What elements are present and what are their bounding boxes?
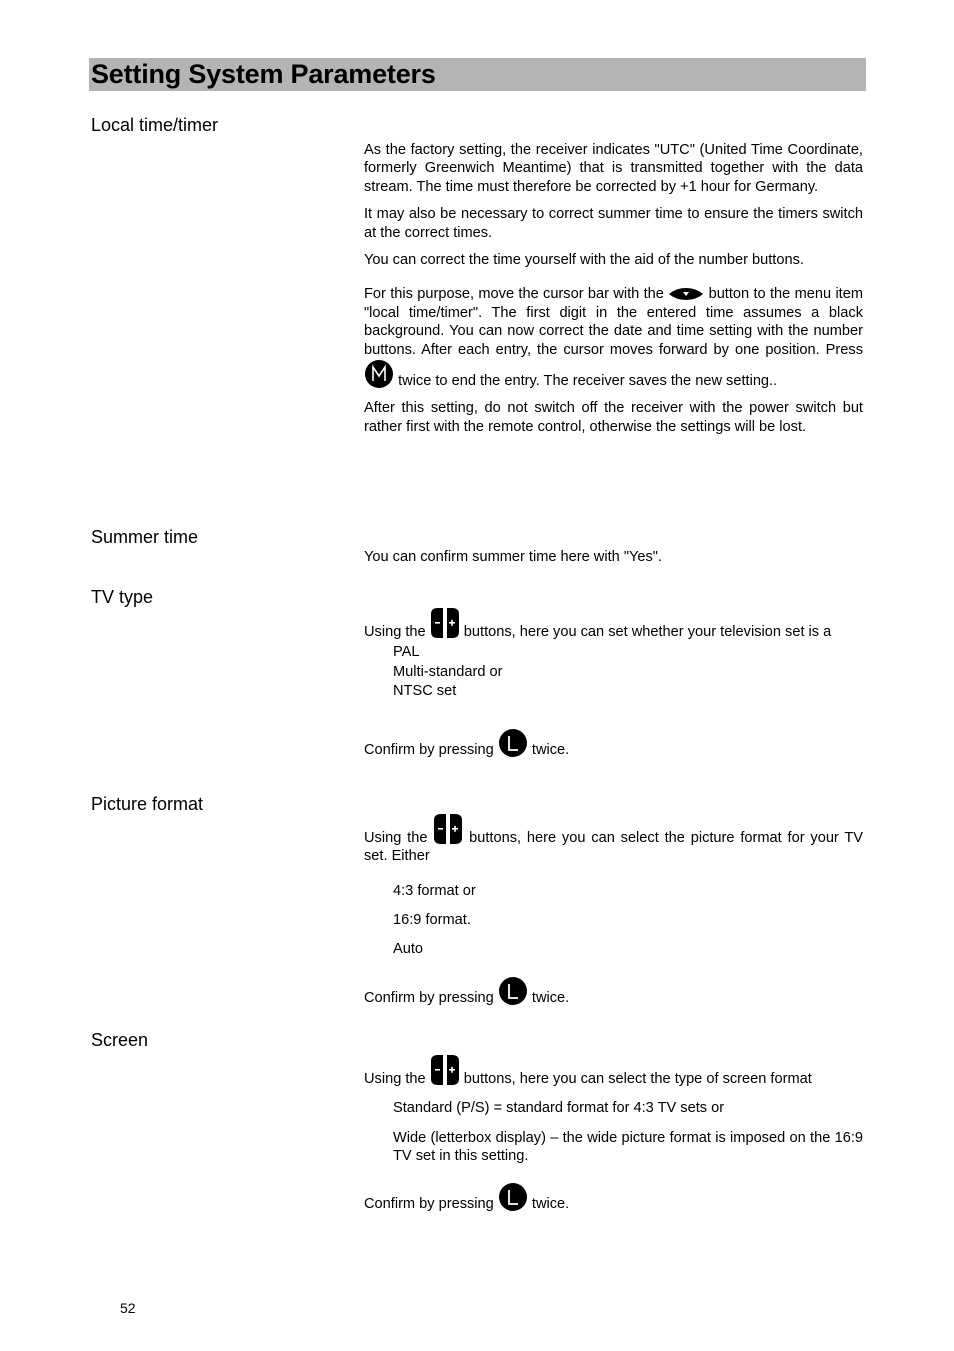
list-item: Standard (P/S) = standard format for 4:3 TV sets or [393, 1100, 725, 1117]
local-time-content [364, 141, 863, 436]
text-run: twice. [531, 989, 570, 1006]
paragraph [364, 285, 863, 390]
summer-time-content [364, 548, 863, 566]
paragraph: It may also be necessary to correct summer time to ensure the timers switch at the correct times. [364, 206, 863, 241]
title-bar [89, 58, 866, 91]
text-run: buttons, here you can select the picture format for your TV set. Either [364, 830, 864, 865]
list-item: Multi-standard or [393, 663, 503, 680]
paragraph: You can correct the time yourself with the aid of the number buttons. [364, 252, 804, 269]
tv-type-content [364, 607, 863, 759]
confirm-line [364, 976, 863, 1007]
text-run: Using the [364, 830, 428, 846]
paragraph [364, 813, 863, 866]
option-list [364, 877, 863, 964]
paragraph: As the factory setting, the receiver indicates "UTC" (United Time Coordinate, formerly Greenwich Meantime) that is transmitted together with the data stream. The time must therefore be corrected by +1 hour for Germany. [364, 142, 863, 195]
list-item: 16:9 format. [393, 911, 471, 928]
text-run: buttons, here you can select the type of screen format [463, 1071, 812, 1087]
confirm-line [364, 1182, 863, 1213]
text-run: For this purpose, move the cursor bar with the [364, 286, 664, 303]
list-item: Auto [393, 940, 424, 957]
minus-plus-button-icon [430, 607, 460, 639]
text-run: Confirm by pressing [364, 989, 494, 1006]
minus-plus-button-icon [433, 813, 463, 845]
page-title: Setting System Parameters [91, 59, 436, 89]
paragraph: After this setting, do not switch off the receiver with the power switch but rather first with the remote control, otherwise the settings will be lost. [364, 400, 863, 435]
text-run: button to the menu item "local time/timer". The first digit in the entered time assumes a black background. You can now correct the date and time setting with the number buttons. After each entry, the cursor moves forward by one position. Press [364, 286, 864, 358]
paragraph [364, 1054, 863, 1088]
text-run: Confirm by pressing [364, 741, 494, 758]
l-button-icon [498, 728, 528, 758]
screen-content [364, 1054, 863, 1213]
text-run: twice to end the entry. The receiver saves the new setting.. [398, 373, 778, 390]
text-run: Using the [364, 624, 426, 640]
section-heading-picture-format: Picture format [91, 794, 204, 814]
text-run: Confirm by pressing [364, 1195, 494, 1212]
list-item: 4:3 format or [393, 882, 476, 899]
section-heading-tv-type: TV type [91, 587, 154, 607]
text-run: twice. [531, 741, 570, 758]
confirm-line [364, 728, 863, 759]
text-run: twice. [531, 1195, 570, 1212]
section-heading-summer-time: Summer time [91, 527, 199, 547]
paragraph: You can confirm summer time here with "Yes". [364, 549, 663, 565]
up-down-arrow-button-icon [668, 287, 704, 301]
option-list [364, 643, 863, 702]
l-button-icon [498, 976, 528, 1006]
text-run: buttons, here you can set whether your television set is a [463, 624, 832, 640]
m-button-icon [364, 359, 394, 389]
section-heading-local-time: Local time/timer [91, 115, 219, 135]
list-item: NTSC set [393, 683, 457, 700]
page-number: 52 [120, 1300, 136, 1316]
text-run: Using the [364, 1071, 426, 1087]
minus-plus-button-icon [430, 1054, 460, 1086]
list-item: Wide (letterbox display) – the wide picture format is imposed on the 16:9 TV set in this setting. [393, 1129, 863, 1165]
list-item: PAL [393, 644, 420, 661]
l-button-icon [498, 1182, 528, 1212]
picture-format-content [364, 813, 863, 1007]
section-heading-screen: Screen [91, 1030, 149, 1050]
paragraph [364, 607, 863, 641]
